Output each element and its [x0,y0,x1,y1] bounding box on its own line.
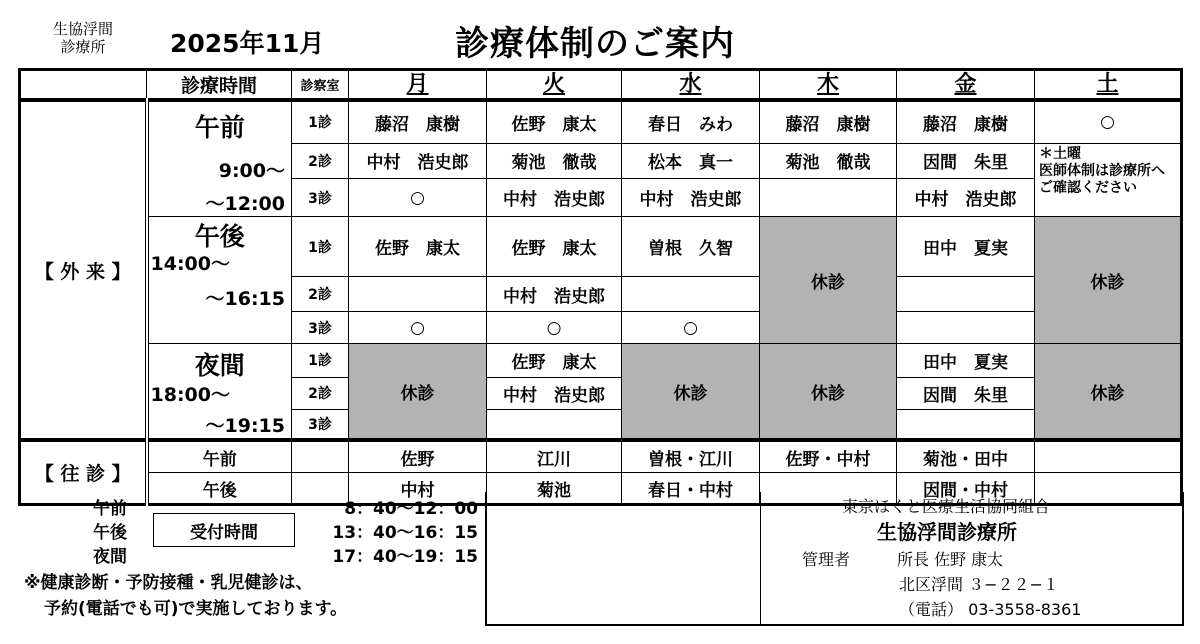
doctor-cell [897,277,1035,312]
home-visit-room-blank [292,440,349,473]
doctor-cell [897,409,1035,440]
reception-am-hours: 8：40〜12：00 [344,499,478,519]
doctor-cell: 藤沼 康樹 [760,100,897,143]
home-visit-label: 【 往 診 】 [20,440,147,505]
home-visit-row [20,440,1182,473]
header-day: 木 [760,70,897,101]
room-number: 3診 [292,409,349,440]
doctor-cell: 因間 朱里 [897,143,1035,179]
doctor-cell: 中村 浩史郎 [349,143,487,179]
room-number: 1診 [292,217,349,277]
room-number: 1診 [292,344,349,378]
doctor-cell: ○ [349,179,487,217]
address: 北区浮間 ３−２２−１ [899,575,1059,594]
month-label: 2025年11月 [170,29,325,58]
checkup-note-line2: 予約(電話でも可)で実施しております。 [44,599,348,619]
doctor-cell: 中村 浩史郎 [487,179,622,217]
doctor-cell: 佐野 康太 [487,100,622,143]
header-blank [20,70,147,101]
header-day: 水 [622,70,760,101]
doctor-cell [622,277,760,312]
doctor-cell: 佐野 康太 [487,217,622,277]
doctor-cell [897,312,1035,344]
doctor-cell: 曽根 久智 [622,217,760,277]
home-visit-cell: 春日・中村 [622,473,760,505]
home-visit-cell: 佐野 [349,440,487,473]
home-visit-cell: 曽根・江川 [622,440,760,473]
doctor-cell: 佐野 康太 [487,344,622,378]
doctor-cell: ○ [622,312,760,344]
room-number: 2診 [292,143,349,179]
doctor-cell: 菊池 徹哉 [487,143,622,179]
clinic-name-small [38,20,128,56]
doctor-cell: 菊池 徹哉 [760,143,897,179]
header-day: 火 [487,70,622,101]
doctor-cell: 中村 浩史郎 [487,377,622,409]
header-day: 金 [897,70,1035,101]
outpatient-row [20,217,1182,277]
doctor-cell: ○ [349,312,487,344]
header-room: 診察室 [292,70,349,101]
session-start: 18:00〜 [150,384,230,406]
phone: （電話） 03-3558-8361 [899,600,1082,619]
doctor-cell: 中村 浩史郎 [897,179,1035,217]
doctor-cell: 藤沼 康樹 [349,100,487,143]
reception-pm-hours: 13：40〜16：15 [332,523,478,543]
doctor-cell: 松本 真一 [622,143,760,179]
doctor-cell: 中村 浩史郎 [622,179,760,217]
home-visit-time: 午前 [147,440,292,473]
session-end: 〜12:00 [205,193,285,215]
closed-cell: 休診 [349,344,487,441]
doctor-cell: 因間 朱里 [897,377,1035,409]
home-visit-cell: 江川 [487,440,622,473]
schedule-table [18,68,1183,506]
doctor-cell: 中村 浩史郎 [487,277,622,312]
doctor-cell: 春日 みわ [622,100,760,143]
doctor-cell: 佐野 康太 [349,217,487,277]
closed-cell: 休診 [760,344,897,441]
home-visit-cell: 菊池 [487,473,622,505]
room-number: 3診 [292,312,349,344]
home-visit-cell: 因間・中村 [897,473,1035,505]
organization-box [485,492,1184,626]
session-time [147,100,292,217]
home-visit-cell [1035,440,1182,473]
doctor-cell: 田中 夏実 [897,217,1035,277]
reception-hours-box: 受付時間 [153,513,295,547]
page-title: 診療体制のご案内 [455,24,735,64]
doctor-cell: ○ [1035,100,1182,143]
reception-night-hours: 17：40〜19：15 [332,547,478,567]
room-number: 2診 [292,277,349,312]
doctor-cell [349,277,487,312]
clinic-name: 生協浮間診療所 [877,520,1017,544]
saturday-note: ＊土曜 医師体制は診療所へご確認ください [1035,143,1182,217]
room-number: 2診 [292,377,349,409]
doctor-cell [487,409,622,440]
divider [760,492,761,624]
session-end: 〜16:15 [205,288,285,310]
home-visit-time: 午後 [147,473,292,505]
session-time [147,217,292,344]
doctor-cell: ○ [487,312,622,344]
reception-am-label: 午前 [93,499,127,519]
header-day: 土 [1035,70,1182,101]
room-number: 3診 [292,179,349,217]
closed-cell: 休診 [1035,344,1182,441]
outpatient-row [20,100,1182,143]
manager-name: 所長 佐野 康太 [897,550,1004,569]
room-number: 1診 [292,100,349,143]
outpatient-label: 【 外 来 】 [20,100,147,440]
closed-cell: 休診 [760,217,897,344]
header-row [20,70,1182,101]
doctor-cell [760,179,897,217]
closed-cell: 休診 [622,344,760,441]
home-visit-cell: 菊池・田中 [897,440,1035,473]
session-name: 夜間 [194,351,245,380]
session-start: 14:00〜 [150,253,230,275]
manager-label: 管理者 [802,550,851,569]
header-day: 月 [349,70,487,101]
doctor-cell: 田中 夏実 [897,344,1035,378]
coop-name: 東京ほくと医療生活協同組合 [842,497,1051,516]
header-time: 診療時間 [147,70,292,101]
session-name: 午前 [194,113,245,142]
clinic-name-line2: 診療所 [60,38,106,56]
checkup-note-line1: ※健康診断・予防接種・乳児健診は、 [24,573,313,593]
doctor-cell: 藤沼 康樹 [897,100,1035,143]
home-visit-cell: 佐野・中村 [760,440,897,473]
clinic-name-line1: 生協浮間 [52,20,113,38]
reception-pm-label: 午後 [93,523,127,543]
session-time [147,344,292,441]
home-visit-cell: 中村 [349,473,487,505]
footer-section [18,492,1183,627]
session-name: 午後 [194,222,245,251]
session-end: 〜19:15 [205,415,285,437]
outpatient-row [20,344,1182,378]
closed-cell: 休診 [1035,217,1182,344]
session-start: 9:00〜 [218,160,285,182]
reception-night-label: 夜間 [93,547,127,567]
